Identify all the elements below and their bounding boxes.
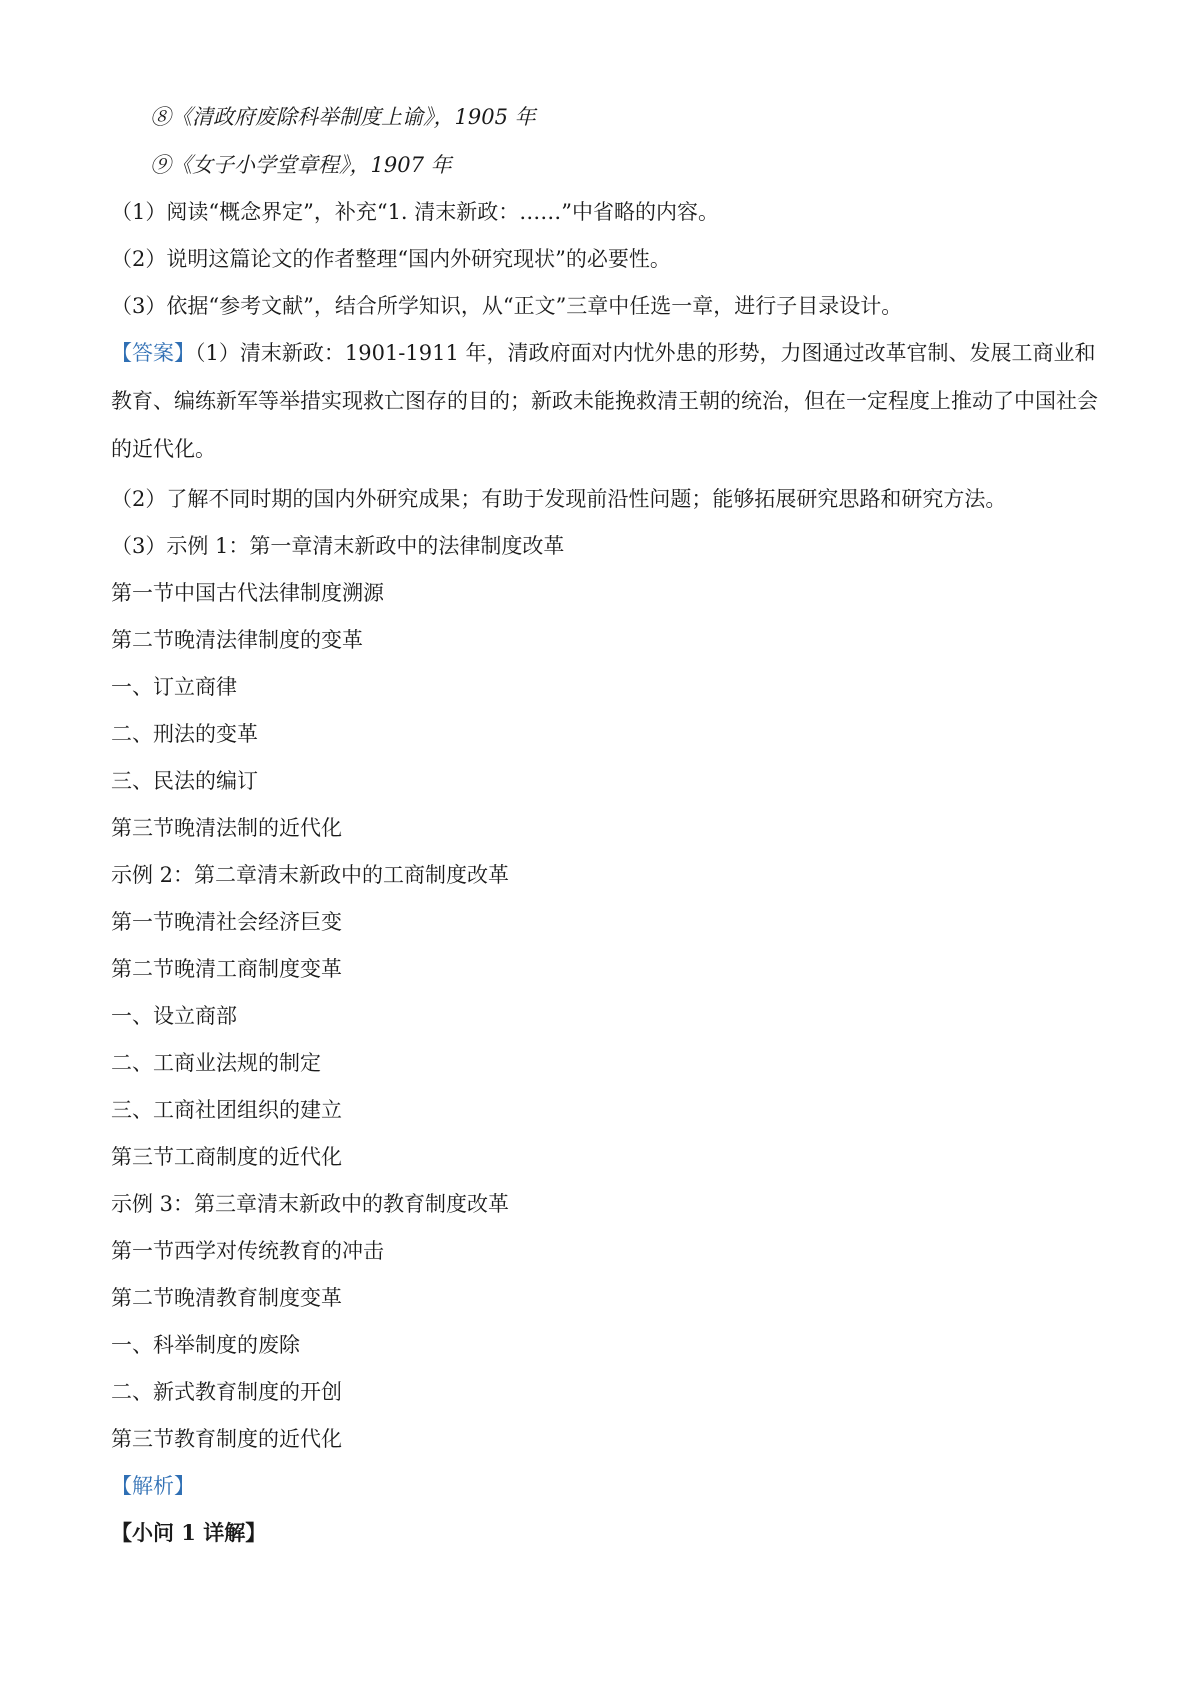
sub-question-heading: 【小问 1 详解】 (111, 1520, 267, 1545)
outline-line: 三、民法的编订 (111, 769, 258, 793)
question-3: （3）依据“参考文献”，结合所学知识，从“正文”三章中任选一章，进行子目录设计。 (111, 294, 903, 318)
answer-part-2: （2）了解不同时期的国内外研究成果；有助于发现前沿性问题；能够拓展研究思路和研究方法。 (111, 487, 1007, 511)
outline-line: 第三节教育制度的近代化 (111, 1427, 342, 1451)
outline-line: 第三节晚清法制的近代化 (111, 816, 342, 840)
outline-line: 第一节西学对传统教育的冲击 (111, 1239, 384, 1263)
outline-line: 示例 3：第三章清末新政中的教育制度改革 (111, 1192, 510, 1216)
analysis-tag: 【解析】 (111, 1474, 195, 1498)
question-2: （2）说明这篇论文的作者整理“国内外研究现状”的必要性。 (111, 247, 671, 271)
answer-part-1-text: （1）清末新政：1901-1911 年，清政府面对内忧外患的形势，力图通过改革官制、发展工商业和教育、编练新军等举措实现救亡图存的目的；新政未能挽救清王朝的统治，但在一定程度上推动了中国社会的近代化。 (111, 341, 1098, 461)
outline-line: 第一节晚清社会经济巨变 (111, 910, 342, 934)
outline-line: 示例 2：第二章清末新政中的工商制度改革 (111, 863, 510, 887)
outline-line: 一、设立商部 (111, 1004, 237, 1028)
outline-line: （3）示例 1：第一章清末新政中的法律制度改革 (111, 534, 565, 558)
outline-line: 第二节晚清教育制度变革 (111, 1286, 342, 1310)
answer-tag: 【答案】 (111, 341, 195, 365)
outline-line: 二、新式教育制度的开创 (111, 1380, 342, 1404)
outline-line: 一、科举制度的废除 (111, 1333, 300, 1357)
question-1: （1）阅读“概念界定”，补充“1. 清末新政：……”中省略的内容。 (111, 200, 720, 224)
outline-line: 二、工商业法规的制定 (111, 1051, 321, 1075)
outline-line: 第二节晚清法律制度的变革 (111, 628, 363, 652)
reference-item: ⑧《清政府废除科举制度上谕》，1905 年 (150, 105, 536, 129)
outline-line: 二、刑法的变革 (111, 722, 258, 746)
answer-part-1 (111, 329, 1101, 473)
outline-line: 第二节晚清工商制度变革 (111, 957, 342, 981)
outline-line: 第三节工商制度的近代化 (111, 1145, 342, 1169)
outline-line: 第一节中国古代法律制度溯源 (111, 581, 384, 605)
reference-item: ⑨《女子小学堂章程》，1907 年 (150, 153, 452, 177)
outline-line: 三、工商社团组织的建立 (111, 1098, 342, 1122)
outline-line: 一、订立商律 (111, 675, 237, 699)
